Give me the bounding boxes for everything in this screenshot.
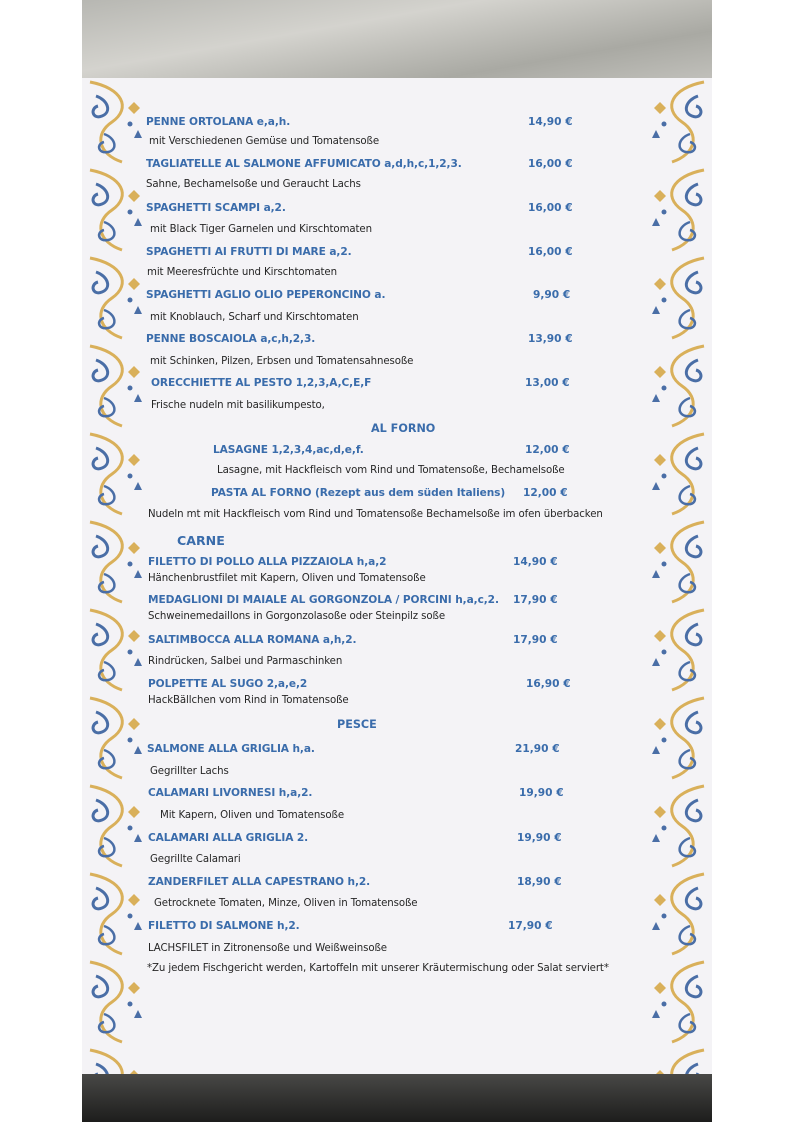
dish-price: 21,90 € bbox=[515, 743, 560, 755]
dish-price: 13,00 € bbox=[525, 377, 570, 389]
section-heading: CARNE bbox=[177, 533, 225, 548]
dish-price: 16,00 € bbox=[528, 246, 573, 258]
dish-name: SPAGHETTI SCAMPI a,2. bbox=[146, 202, 286, 214]
dish-name: LASAGNE 1,2,3,4,ac,d,e,f. bbox=[213, 444, 364, 456]
dish-price: 19,90 € bbox=[517, 832, 562, 844]
menu-page bbox=[82, 78, 712, 1074]
table-surface-bottom bbox=[82, 1072, 712, 1122]
dish-description: Schweinemedaillons in Gorgonzolasoße oder Steinpilz soße bbox=[148, 611, 445, 622]
dish-price: 17,90 € bbox=[508, 920, 553, 932]
ornament-border-right bbox=[642, 78, 712, 1074]
dish-name: ZANDERFILET ALLA CAPESTRANO h,2. bbox=[148, 876, 371, 888]
dish-description: Lasagne, mit Hackfleisch vom Rind und Tomatensoße, Bechamelsoße bbox=[217, 465, 565, 476]
dish-name: TAGLIATELLE AL SALMONE AFFUMICATO a,d,h,c,1,2,3. bbox=[146, 158, 462, 170]
dish-description: Frische nudeln mit basilikumpesto, bbox=[151, 400, 325, 411]
dish-description: mit Meeresfrüchte und Kirschtomaten bbox=[147, 267, 337, 278]
dish-description: Nudeln mt mit Hackfleisch vom Rind und Tomatensoße Bechamelsoße im ofen überbacken bbox=[148, 509, 603, 520]
dish-description: LACHSFILET in Zitronensoße und Weißweinsoße bbox=[148, 943, 387, 954]
dish-name: SALMONE ALLA GRIGLIA h,a. bbox=[147, 743, 315, 755]
dish-name: CALAMARI ALLA GRIGLIA 2. bbox=[148, 832, 309, 844]
dish-price: 16,90 € bbox=[526, 678, 571, 690]
dish-name: SPAGHETTI AGLIO OLIO PEPERONCINO a. bbox=[146, 289, 386, 301]
dish-name: POLPETTE AL SUGO 2,a,e,2 bbox=[148, 678, 308, 690]
dish-name: SALTIMBOCCA ALLA ROMANA a,h,2. bbox=[148, 634, 357, 646]
dish-description: mit Verschiedenen Gemüse und Tomatensoße bbox=[149, 136, 380, 147]
dish-description: mit Schinken, Pilzen, Erbsen und Tomatensahnesoße bbox=[150, 356, 414, 367]
dish-name: FILETTO DI SALMONE h,2. bbox=[148, 920, 300, 932]
dish-price: 14,90 € bbox=[528, 116, 573, 128]
dish-price: 16,00 € bbox=[528, 202, 573, 214]
dish-name: CALAMARI LIVORNESI h,a,2. bbox=[148, 787, 313, 799]
dish-name: PENNE ORTOLANA e,a,h. bbox=[146, 116, 291, 128]
dish-price: 14,90 € bbox=[513, 556, 558, 568]
dish-description: Mit Kapern, Oliven und Tomatensoße bbox=[160, 810, 344, 821]
dish-description: Gegrillte Calamari bbox=[150, 854, 241, 865]
dish-name: PENNE BOSCAIOLA a,c,h,2,3. bbox=[146, 333, 316, 345]
dish-price: 12,00 € bbox=[525, 444, 570, 456]
dish-name: PASTA AL FORNO (Rezept aus dem süden Italiens) bbox=[211, 487, 506, 499]
dish-price: 19,90 € bbox=[519, 787, 564, 799]
dish-price: 17,90 € bbox=[513, 594, 558, 606]
dish-name: FILETTO DI POLLO ALLA PIZZAIOLA h,a,2 bbox=[148, 556, 387, 568]
dish-description: mit Black Tiger Garnelen und Kirschtomaten bbox=[150, 224, 372, 235]
ornament-border-left bbox=[82, 78, 152, 1074]
dish-description: Gegrillter Lachs bbox=[150, 766, 229, 777]
dish-price: 13,90 € bbox=[528, 333, 573, 345]
dish-price: 18,90 € bbox=[517, 876, 562, 888]
dish-name: SPAGHETTI AI FRUTTI DI MARE a,2. bbox=[146, 246, 352, 258]
dish-price: 17,90 € bbox=[513, 634, 558, 646]
section-heading: PESCE bbox=[337, 718, 377, 731]
dish-description: mit Knoblauch, Scharf und Kirschtomaten bbox=[150, 312, 359, 323]
dish-description: Sahne, Bechamelsoße und Geraucht Lachs bbox=[146, 179, 361, 190]
section-heading: AL FORNO bbox=[371, 422, 436, 435]
dish-description: Getrocknete Tomaten, Minze, Oliven in Tomatensoße bbox=[154, 898, 418, 909]
dish-name: MEDAGLIONI DI MAIALE AL GORGONZOLA / PORCINI h,a,c,2. bbox=[148, 594, 499, 606]
dish-price: 12,00 € bbox=[523, 487, 568, 499]
dish-price: 16,00 € bbox=[528, 158, 573, 170]
dish-description: Rindrücken, Salbei und Parmaschinken bbox=[148, 656, 343, 667]
dish-price: 9,90 € bbox=[533, 289, 571, 301]
footnote: *Zu jedem Fischgericht werden, Kartoffeln mit unserer Kräutermischung oder Salat serviert* bbox=[147, 963, 609, 974]
dish-name: ORECCHIETTE AL PESTO 1,2,3,A,C,E,F bbox=[151, 377, 372, 389]
dish-description: Hänchenbrustfilet mit Kapern, Oliven und Tomatensoße bbox=[148, 573, 426, 584]
dish-description: HackBällchen vom Rind in Tomatensoße bbox=[148, 695, 349, 706]
